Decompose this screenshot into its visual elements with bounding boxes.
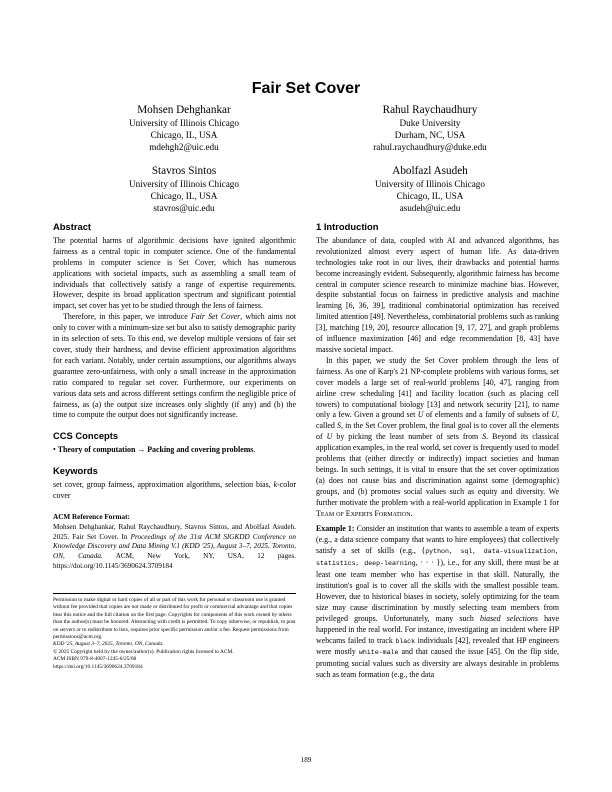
author-affiliation: Duke University [399, 118, 461, 128]
doi-text: https://doi.org/10.1145/3690624.3709184 [53, 663, 143, 670]
author-email: stavros@uic.edu [153, 203, 215, 214]
author-location: Chicago, IL, USA [150, 191, 218, 202]
keywords-text: set cover, group fairness, approximation algorithms, selection bias, k-color cover [53, 480, 296, 500]
author-location: Durham, NC, USA [394, 130, 466, 141]
keywords-heading: Keywords [53, 465, 98, 477]
right-column [316, 222, 559, 681]
venue-text: KDD '25, August 3–7, 2025, Toronto, ON, Canada. [53, 641, 164, 648]
reference-text: Mohsen Dehghankar, Rahul Raychaudhury, Stavros Sintos, and Abolfazl Asudeh. 2025. Fair Set Cover. In Proceedings of the 31st ACM SIGKDD Conference on Knowledge Discovery and Data Mining V.1 (KDD '25), August 3–7, 2025, Toronto, ON, Canada. ACM, New York, NY, USA, 12 pages. https://doi.org/10.1145/3690624.3709184 [53, 522, 297, 570]
permission-text: Permission to make digital or hard copies of all or part of this work for personal or classroom use is granted without fee provided that copies are not made or distributed for profit or commercial advantage and that copies bear this notice and the full citation on the first page. Copyrights for components of this work owned by others than the author(s) must be honored. Abstracting with credit is permitted. To copy otherwise, or republish, to post on servers or to redistribute to lists, requires prior specific permission and/or a fee. Request permissions from permissions@acm.org. [53, 597, 296, 641]
author-name: Rahul Raychaudhury [382, 104, 478, 116]
permission-block [53, 597, 296, 671]
author-location: Chicago, IL, USA [150, 130, 218, 141]
author-block [64, 103, 304, 154]
page-number: 189 [300, 756, 312, 764]
abstract-heading: Abstract [53, 221, 92, 232]
abstract-paragraph: Therefore, in this paper, we introduce Fair Set Cover, which aims not only to cover with a minimum-size set but also to satisfy demographic parity in its selection of sets. To this end, we develop multiple versions of fair set cover, study their hardness, and devise efficient approximation algorithms for each variant. Notably, under certain assumptions, our algorithms always guarantee zero-unfairness, with only a small increase in the approximation ratio compared to regular set cover. Furthermore, our experiments on various data sets and across different settings confirm the negligible price of fairness, as (a) the output size increases only slightly (if any) and (b) the time to compute the output does not significantly increase. [53, 312, 297, 420]
example-paragraph: Example 1: Consider an institution that wants to assemble a team of experts (e.g., a data science company that wants to hire employees) that collectively satisfy a set of skills (e.g., {python, sql, data-visualization, statistics, deep-learning, · · · }), i.e., for any skill, there must be at least one team member who has expertise in that skill. Naturally, the institution's goal is to cover all the skills with the smallest possible team. However, due to historical biases in society, solely optimizing for the team size may cause discrimination by mostly selecting team members from privileged groups. Unfortunately, many such biased selections have happened in the real world. For instance, investigating an incident where HP webcams failed to track black individuals [42], revealed that HP engineers were mostly white-male and that caused the issue [45]. On the flip side, promoting social values such as diversity are always desirable in problems such as team formation (e.g., the data [316, 524, 559, 680]
author-name: Stavros Sintos [151, 165, 217, 177]
reference-heading: ACM Reference Format: [53, 512, 130, 521]
ccs-heading: CCS Concepts [53, 430, 119, 442]
author-email: rahul.raychaudhury@duke.edu [373, 142, 487, 153]
abstract-paragraph: The potential harms of algorithmic decisions have ignited algorithmic fairness as a central topic in computer science. One of the fundamental problems in computer science is Set Cover, which has numerous applications with societal impacts, such as assembling a small team of individuals that collectively satisfy a range of expertise requirements. However, despite its broad application spectrum and significant potential impact, set cover has yet to be studied through the lens of fairness. [53, 235, 296, 311]
author-affiliation: University of Illinois Chicago [129, 118, 239, 128]
author-name: Mohsen Dehghankar [137, 104, 231, 116]
author-email: asudeh@uic.edu [399, 203, 461, 214]
copyright-text: © 2025 Copyright held by the owner/author(s). Publication rights licensed to ACM. [53, 648, 234, 655]
author-block [310, 164, 550, 215]
isbn-text: ACM ISBN 979-8-4007-1245-6/25/08 [53, 656, 137, 663]
intro-paragraph: In this paper, we study the Set Cover problem through the lens of fairness. As one of Karp's 21 NP-complete problems with various forms, set cover models a large set of real-world problems [40, 47], ranging from airline crew scheduling [41] and facility location (such as placing cell towers) to computational biology [13] and network security [21], to name only a few. Given a ground set U of elements and a family of subsets of U, called S, in the Set Cover problem, the final goal is to cover all the elements of U by picking the least number of sets from S. Beyond its classical application examples, in the real world, set cover is frequently used to model problems that (either directly or indirectly) impact societies and human beings. In such settings, it is vital to ensure that the set cover optimization (a) does not cause bias and discrimination against some (demographic) groups, and (b) promotes social values such as equity and diversity. We further motivate the problem with a real-world application in Example 1 for Team of Experts Formation. [316, 355, 560, 518]
footnote-rule [53, 593, 296, 594]
author-email: mdehgh2@uic.edu [149, 142, 219, 153]
paper-title: Fair Set Cover [251, 80, 361, 97]
author-block [310, 103, 550, 154]
intro-paragraph: The abundance of data, coupled with AI and advanced algorithms, has revolutionized almost every aspect of human life. As data-driven technologies take root in our lives, their drawbacks and potential harms become increasingly evident. Subsequently, algorithmic fairness has become central in computer science research to minimize machine bias. However, despite substantial focus on fairness in predictive analysis and machine learning [6, 36, 39], traditional combinatorial optimization has received limited attention [49]. Nevertheless, combinatorial problems such as ranking [3], matching [19, 20], resource allocation [9, 17, 27], and graph problems of influence maximization [46] and edge recommendation [8, 43] have massive societal impact. [316, 235, 559, 354]
author-name: Abolfazl Asudeh [392, 165, 468, 177]
section-heading: 1 Introduction [316, 221, 379, 232]
author-affiliation: University of Illinois Chicago [129, 179, 239, 189]
ccs-concepts: • Theory of computation → Packing and covering problems. [53, 445, 256, 455]
author-location: Chicago, IL, USA [396, 191, 464, 202]
author-block [64, 164, 304, 215]
left-column [53, 222, 296, 572]
author-affiliation: University of Illinois Chicago [375, 179, 485, 189]
